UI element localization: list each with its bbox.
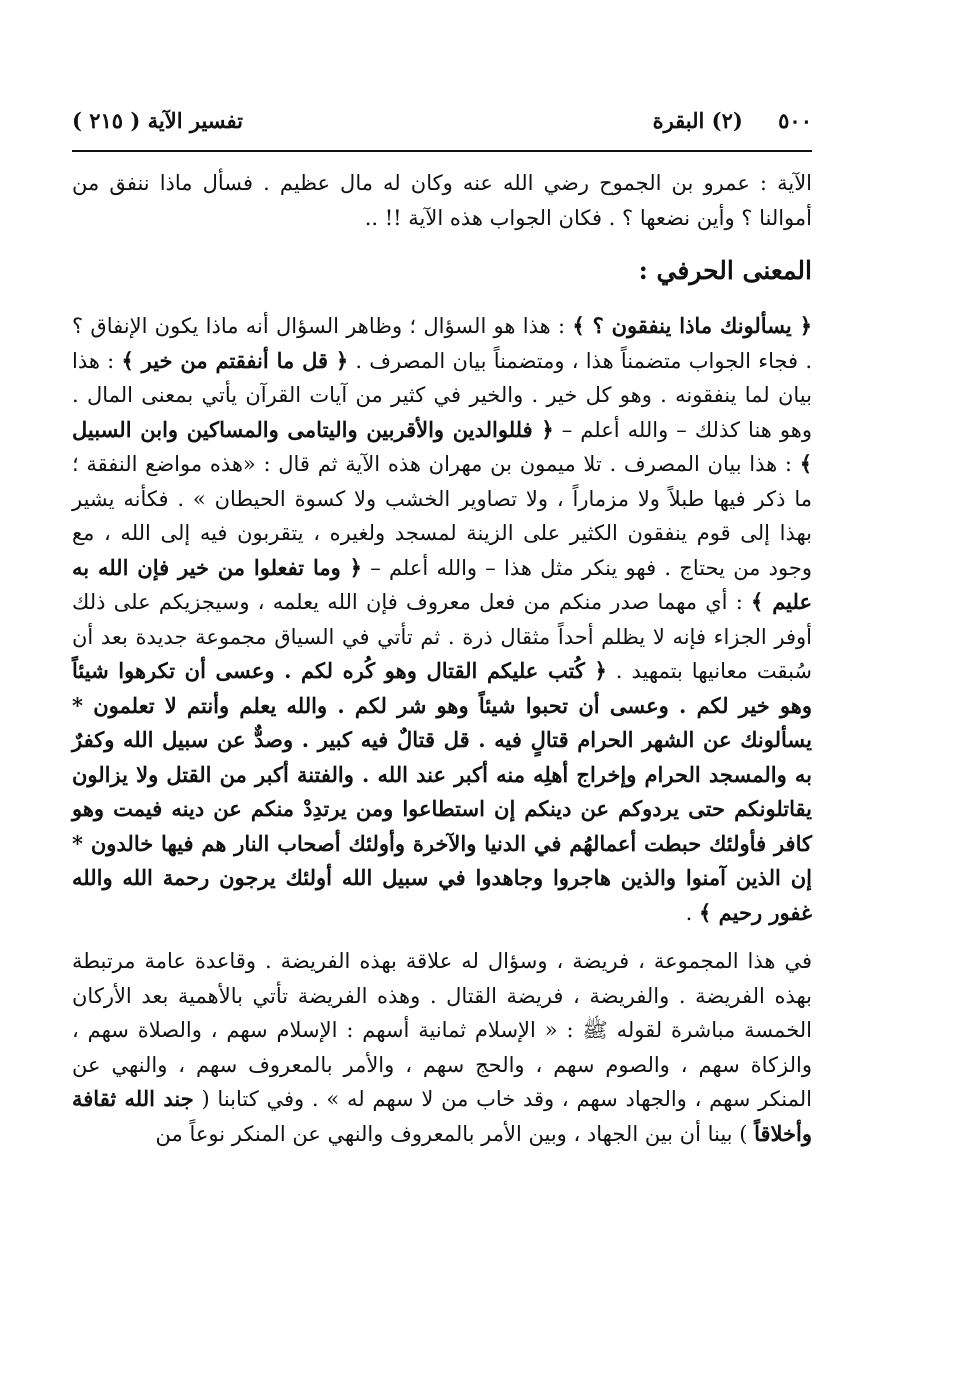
commentary-text: في هذا المجموعة ، فريضة ، وسؤال له علاقة بهذه الفريضة . وقاعدة عامة مرتبطة بهذه الفريضة . والفريضة ، فريضة القتال . وهذه الفريضة تأتي بالأهمية بعد الأركان الخمسة مباشرة لقوله ﷺ : « الإسلام ثمانية أسهم : الإسلام سهم ، والصلاة سهم ، والزكاة سهم ، والصوم سهم ، والحج سهم ، والأمر بالمعروف سهم ، والنهي عن المنكر سهم ، والجهاد سهم ، وقد خاب من لا سهم له » . وفي كتابنا ( <box>72 949 812 1111</box>
section-title: تفسير الآية ( ٢١٥ ) <box>72 108 244 133</box>
verse-quote: ﴿ وما تفعلوا من خير فإن الله به عليم ﴾ <box>72 554 812 614</box>
intro-paragraph: الآية : عمرو بن الجموح رضي الله عنه وكان له مال عظيم . فسأل ماذا ننفق من أموالنا ؟ وأين نضعها ؟ . فكان الجواب هذه الآية !! .. <box>72 171 812 230</box>
commentary-text: : هذا هو السؤال ؛ وظاهر السؤال أنه ماذا يكون الإنفاق ؟ . فجاء الجواب متضمناً هذا ، ومتضمناً بيان المصرف . <box>72 314 812 373</box>
verse-quote: ﴿ كُتب عليكم القتال وهو كُره لكم . وعسى أن تكرهوا شيئاً وهو خير لكم . وعسى أن تحبوا شيئاً وهو شر لكم . والله يعلم وأنتم لا تعلمون * يسألونك عن الشهر الحرام قتالٍ فيه . قل قتالٌ فيه كبير . وصدٌّ عن سبيل الله وكفرٌ به والمسجد الحرام وإخراج أهلِه منه أكبر عند الله . والفتنة أكبر من القتل ولا يزالون يقاتلونكم حتى يردوكم عن دينكم إن استطاعوا ومن يرتدِدْ منكم عن دينه فيمت وهو كافر فأولئك حبطت أعمالهُم في الدنيا والآخرة وأولئك أصحاب النار هم فيها خالدون * إن الذين آمنوا والذين هاجروا وجاهدوا في سبيل الله أولئك يرجون رحمة الله والله غفور رحيم ﴾ <box>72 658 812 925</box>
verse-quote: ﴿ يسألونك ماذا ينفقون ؟ ﴾ <box>572 313 812 338</box>
discussion-paragraph <box>72 944 812 1151</box>
verse-quote: ﴿ قل ما أنفقتم من خير ﴾ <box>121 347 349 373</box>
page-number: ٥٠٠ <box>778 108 812 133</box>
section-heading: المعنى الحرفي : <box>638 256 812 285</box>
running-header <box>72 108 812 148</box>
commentary-text: : هذا بيان المصرف . تلا ميمون بن مهران هذه الآية ثم قال : «هذه مواضع النفقة ؛ ما ذكر فيها طبلاً ولا مزماراً ، ولا تصاوير الخشب ولا كسوة الحيطان » . فكأنه يشير بهذا إلى قوم ينفقون الكثير على الزينة لمسجد ولغيره ، يتقربون فيه إلى الله ، مع وجود من يحتاج . فهو ينكر مثل هذا – والله أعلم – <box>72 452 812 580</box>
commentary-text: . <box>685 900 700 925</box>
book-title: جند الله ثقافة وأخلاقاً <box>72 1086 812 1146</box>
commentary-text: : هذا بيان لما ينفقونه . وهو كل خير . والخير في كثير من آيات القرآن يأتي بمعنى المال . وهو هنا كذلك – والله أعلم – <box>72 348 812 442</box>
commentary-text: ) بينا أن بين الجهاد ، وبين الأمر بالمعروف والنهي عن المنكر نوعاً من <box>155 1121 755 1146</box>
page-body <box>72 166 812 1151</box>
surah-name: (٢) البقرة <box>652 108 743 133</box>
header-divider <box>72 150 812 152</box>
verse-quote: ﴿ فللوالدين والأقربين واليتامى والمساكين وابن السبيل ﴾ <box>72 416 812 476</box>
literal-meaning-paragraph <box>72 309 812 930</box>
commentary-text: : أي مهما صدر منكم من فعل معروف فإن الله يعلمه ، وسيجزيكم على ذلك أوفر الجزاء فإنه لا يظلم أحداً مثقال ذرة . ثم تأتي في السياق مجموعة جديدة بعد أن سُبقت معانيها بتمهيد . <box>72 590 812 683</box>
header-right <box>653 108 812 133</box>
